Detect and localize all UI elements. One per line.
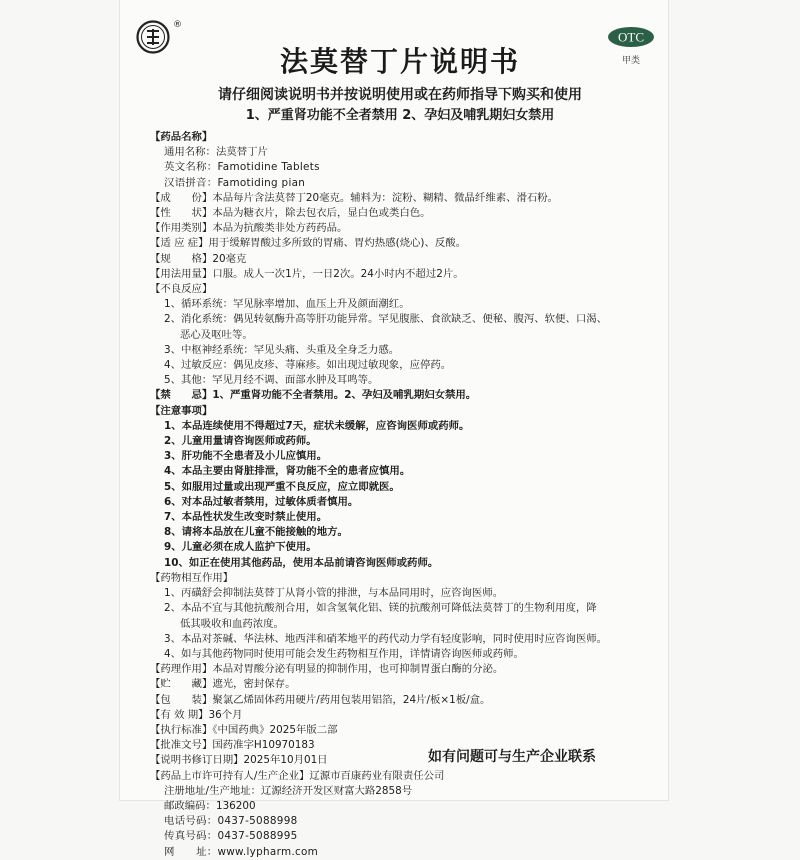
otc-class-label: 甲类 xyxy=(622,56,641,66)
leaflet-line: 【批准文号】国药准字H10970183 xyxy=(150,739,315,752)
leaflet-line: 【成 份】本品每片含法莫替丁20毫克。辅料为：淀粉、糊精、微晶纤维素、滑石粉。 xyxy=(150,191,559,204)
leaflet-line: 【适 应 症】用于缓解胃酸过多所致的胃痛、胃灼热感(烧心)、反酸。 xyxy=(150,237,467,250)
registered-mark: ® xyxy=(173,20,182,30)
leaflet-line: 4、过敏反应：偶见皮疹、荨麻疹。如出现过敏现象，应停药。 xyxy=(164,359,452,372)
leaflet-line: 2、本品不宜与其他抗酸剂合用，如含氢氧化铝、镁的抗酸剂可降低法莫替丁的生物利用度，降 xyxy=(164,602,597,615)
leaflet-line: 7、本品性状发生改变时禁止使用。 xyxy=(164,511,328,524)
leaflet-line: 注册地址/生产地址：辽源经济开发区财富大路2858号 xyxy=(164,784,413,797)
leaflet-line: 【执行标准】《中国药典》2025年版二部 xyxy=(150,723,338,736)
leaflet-line: 【不良反应】 xyxy=(150,283,213,296)
leaflet-line: 传真号码：0437-5088995 xyxy=(164,830,298,843)
leaflet-line: 邮政编码：136200 xyxy=(164,799,256,812)
contraindication-warning: 1、严重肾功能不全者禁用 2、孕妇及哺乳期妇女禁用 xyxy=(245,108,555,123)
leaflet-line: 低其吸收和血药浓度。 xyxy=(180,617,284,630)
leaflet-line: 恶心及呕吐等。 xyxy=(180,328,253,341)
leaflet-line: 5、其他：罕见月经不调、面部水肿及耳鸣等。 xyxy=(164,374,379,387)
leaflet-line: 【药理作用】本品对胃酸分泌有明显的抑制作用，也可抑制胃蛋白酶的分泌。 xyxy=(150,663,504,676)
leaflet-line: 3、本品对茶碱、华法林、地西泮和硝苯地平的药代动力学有轻度影响，同时使用时应咨询医师。 xyxy=(164,632,608,645)
leaflet-line: 3、肝功能不全患者及小儿应慎用。 xyxy=(164,450,328,463)
leaflet-line: 【作用类别】本品为抗酸类非处方药药品。 xyxy=(150,222,348,235)
otc-badge-text: OTC xyxy=(618,29,644,45)
leaflet-line: 通用名称：法莫替丁片 xyxy=(164,146,268,159)
leaflet-line: 【药品上市许可持有人/生产企业】辽源市百康药业有限责任公司 xyxy=(150,769,445,782)
usage-notice: 请仔细阅读说明书并按说明使用或在药师指导下购买和使用 xyxy=(218,87,582,103)
leaflet-line: 【药物相互作用】 xyxy=(150,571,234,584)
leaflet-line: 1、丙磺舒会抑制法莫替丁从肾小管的排泄，与本品同用时，应咨询医师。 xyxy=(164,587,504,600)
leaflet-line: 【规 格】20毫克 xyxy=(150,252,247,265)
leaflet-line: 【注意事项】 xyxy=(150,404,213,417)
leaflet-line: 1、循环系统：罕见脉率增加、血压上升及颜面潮红。 xyxy=(164,298,410,311)
leaflet-line: 9、儿童必须在成人监护下使用。 xyxy=(164,541,317,554)
leaflet-line: 5、如服用过量或出现严重不良反应，应立即就医。 xyxy=(164,480,400,493)
leaflet-line: 【用法用量】口服。成人一次1片，一日2次。24小时内不超过2片。 xyxy=(150,267,464,280)
leaflet-line: 电话号码：0437-5088998 xyxy=(164,815,298,828)
leaflet-line: 【性 状】本品为糖衣片，除去包衣后，显白色或类白色。 xyxy=(150,207,431,220)
leaflet-line: 6、对本品过敏者禁用，过敏体质者慎用。 xyxy=(164,495,359,508)
leaflet-line: 2、消化系统：偶见转氨酶升高等肝功能异常。罕见腹胀、食欲缺乏、便秘、腹泻、软便、口渴、 xyxy=(164,313,608,326)
contact-footer: 如有问题可与生产企业联系 xyxy=(428,749,596,765)
leaflet-line: 4、如与其他药物同时使用可能会发生药物相互作用，详情请咨询医师或药师。 xyxy=(164,647,524,660)
leaflet-line: 2、儿童用量请咨询医师或药师。 xyxy=(164,435,317,448)
leaflet-line: 4、本品主要由肾脏排泄，肾功能不全的患者应慎用。 xyxy=(164,465,411,478)
leaflet-line: 3、中枢神经系统：罕见头痛、头重及全身乏力感。 xyxy=(164,343,400,356)
leaflet-line: 【贮 藏】遮光，密封保存。 xyxy=(150,678,296,691)
page-title: 法莫替丁片说明书 xyxy=(279,45,520,78)
leaflet-line: 【药品名称】 xyxy=(150,131,213,143)
leaflet-line: 【禁 忌】1、严重肾功能不全者禁用。2、孕妇及哺乳期妇女禁用。 xyxy=(150,389,477,402)
leaflet-line: 【说明书修订日期】2025年10月01日 xyxy=(150,754,328,767)
leaflet-line: 8、请将本品放在儿童不能接触的地方。 xyxy=(164,526,348,539)
leaflet-line: 【有 效 期】36个月 xyxy=(150,708,243,721)
leaflet-line: 1、本品连续使用不得超过7天，症状未缓解，应咨询医师或药师。 xyxy=(164,419,470,432)
leaflet-line: 英文名称：Famotidine Tablets xyxy=(164,161,320,174)
leaflet-line: 【包 装】聚氯乙烯固体药用硬片/药用包装用铝箔，24片/板×1板/盒。 xyxy=(150,693,491,706)
leaflet-line: 10、如正在使用其他药品，使用本品前请咨询医师或药师。 xyxy=(164,556,439,569)
leaflet-line: 汉语拼音：Famotiding pian xyxy=(164,176,306,189)
leaflet-line: 网 址：www.lypharm.com xyxy=(164,845,319,858)
